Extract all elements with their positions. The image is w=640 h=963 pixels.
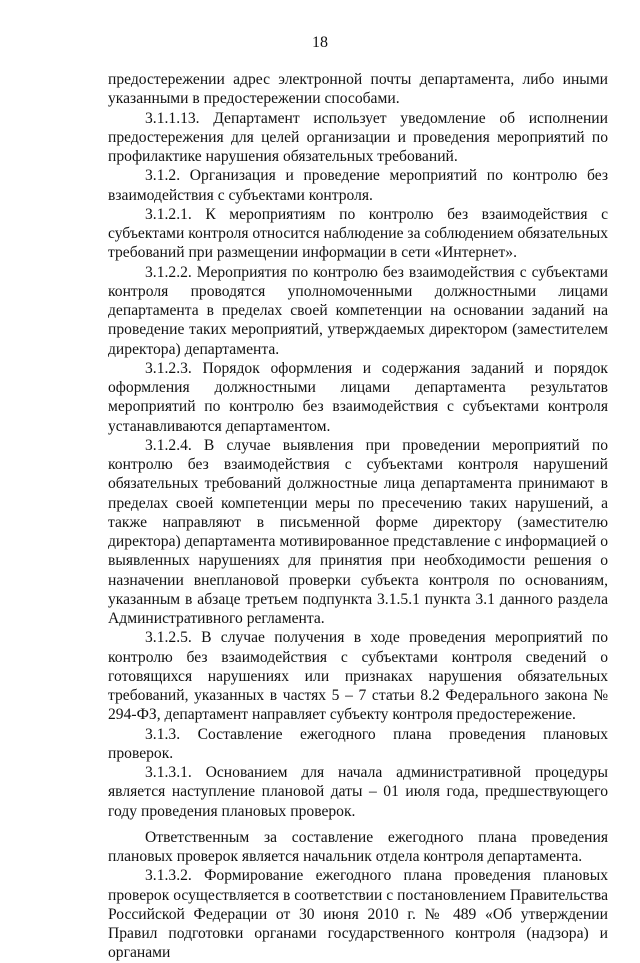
paragraph-3-1-2-3: 3.1.2.3. Порядок оформления и содержания заданий и порядок оформления должностными лицами департамента результатов мероприятий по контролю без взаимодействия с субъектами контроля устанавливаются департаментом. — [108, 359, 608, 435]
paragraph-3-1-2-1: 3.1.2.1. К мероприятиям по контролю без взаимодействия с субъектами контроля относится наблюдение за соблюдением обязательных требований при размещении информации в сети «Интернет». — [108, 205, 608, 262]
paragraph-continuation: предостережении адрес электронной почты департамента, либо иными указанными в предостережении способами. — [108, 71, 608, 108]
paragraph-3-1-3-1: 3.1.3.1. Основанием для начала административной процедуры является наступление плановой даты – 01 июля года, предшествующего году проведения плановых проверок. — [108, 764, 608, 820]
paragraph-3-1-1-13: 3.1.1.13. Департамент использует уведомление об исполнении предостережения для целей организации и проведения мероприятий по профилактике нарушения обязательных требований. — [108, 109, 608, 165]
paragraph-3-1-2: 3.1.2. Организация и проведение мероприятий по контролю без взаимодействия с субъектами контроля. — [108, 167, 608, 204]
paragraph-responsible: Ответственным за составление ежегодного плана проведения плановых проверок является начальник отдела контроля департамента. — [108, 828, 608, 865]
document-body — [108, 70, 608, 963]
page-number: 18 — [312, 34, 328, 51]
paragraph-3-1-2-2: 3.1.2.2. Мероприятия по контролю без взаимодействия с субъектами контроля проводятся уполномоченными должностными лицами департамента в пределах своей компетенции на основании заданий на проведение таких мероприятий, утверждаемых директором (заместителем директора) департамента. — [108, 263, 608, 358]
paragraph-3-1-3: 3.1.3. Составление ежегодного плана проведения плановых проверок. — [108, 725, 608, 762]
paragraph-3-1-2-5: 3.1.2.5. В случае получения в ходе проведения мероприятий по контролю без взаимодействия с субъектами контроля сведений о готовящихся нарушениях или признаках нарушения обязательных требований, указанных в частях 5 – 7 статьи 8.2 Федерального закона № 294-ФЗ, департамент направляет субъекту контроля предостережение. — [108, 629, 608, 724]
paragraph-3-1-2-4: 3.1.2.4. В случае выявления при проведении мероприятий по контролю без взаимодействия с субъектами контроля нарушений обязательных требований должностные лица департамента принимают в пределах своей компетенции меры по пресечению таких нарушений, а также направляют в письменной форме директору (заместителю директора) департамента мотивированное представление с информацией о выявленных нарушениях для принятия при необходимости решения о назначении внеплановой проверки субъекта контроля по основаниям, указанным в абзаце третьем подпункта 3.1.5.1 пункта 3.1 данного раздела Административного регламента. — [108, 436, 608, 627]
paragraph-3-1-3-2: 3.1.3.2. Формирование ежегодного плана проведения плановых проверок осуществляется в соответствии с постановлением Правительства Российской Федерации от 30 июня 2010 г. № 489 «Об утверждении Правил подготовки органами государственного контроля (надзора) и органами — [108, 867, 608, 962]
